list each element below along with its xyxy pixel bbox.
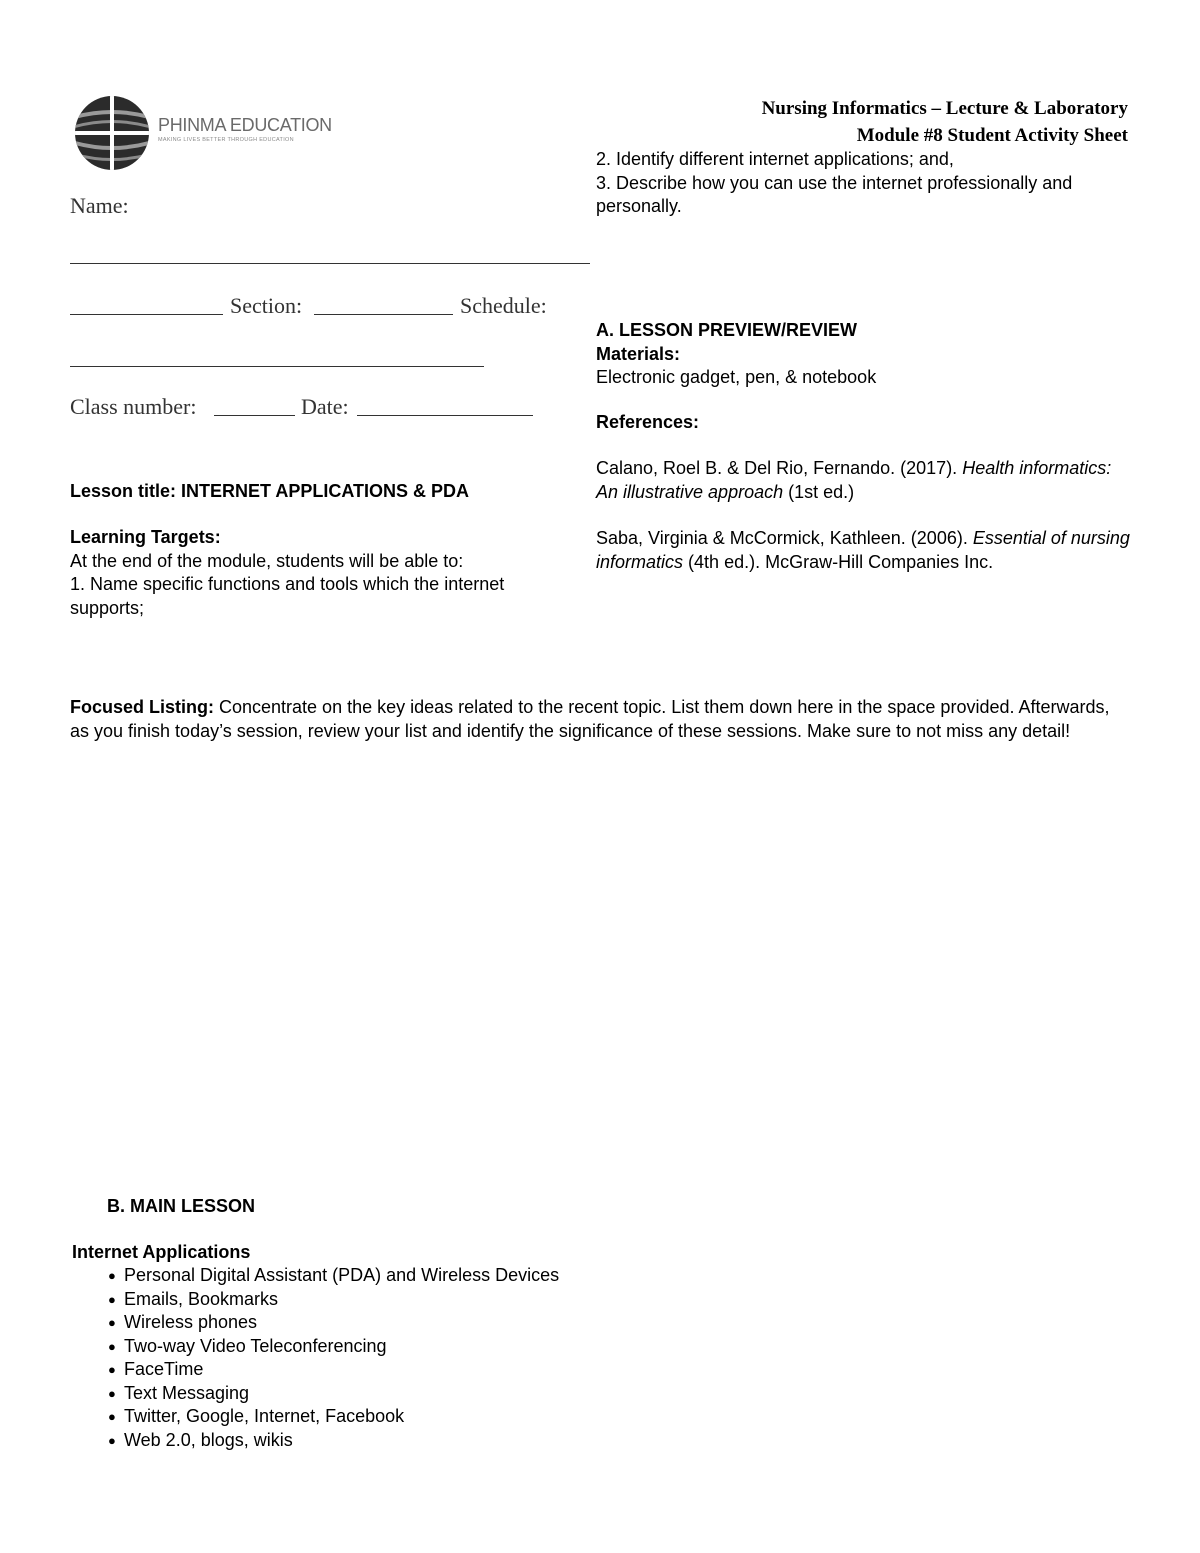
lesson-title-label: Lesson title: — [70, 481, 177, 501]
reference-1 — [596, 457, 1136, 504]
reference-1-authors: Calano, Roel B. & Del Rio, Fernando. (2017). — [596, 458, 958, 478]
list-item: ● Personal Digital Assistant (PDA) and Wireless Devices — [108, 1264, 708, 1288]
class-number-field-line[interactable] — [214, 415, 295, 416]
learning-target-2: 2. Identify different internet applications; and, — [596, 149, 954, 169]
logo-wordmark: PHINMA EDUCATION — [158, 115, 332, 135]
materials-label: Materials: — [596, 343, 681, 364]
document-header — [762, 95, 1128, 149]
focused-listing-text: Concentrate on the key ideas related to the recent topic. List them down here in the space provided. Afterwards, as you finish today’s session, review your list and identify the significance of these sessions. Make sure to not miss any detail! — [70, 697, 1110, 741]
internet-applications-list — [108, 1264, 708, 1452]
internet-applications-heading: Internet Applications — [72, 1242, 251, 1262]
list-item: ● Wireless phones — [108, 1311, 708, 1335]
reference-2-title: Essential of nursing informatics — [596, 528, 1130, 572]
module-title: Module #8 Student Activity Sheet — [856, 125, 1128, 146]
schedule-label: Schedule: — [460, 293, 547, 318]
section-field-line[interactable] — [314, 314, 453, 315]
section-label: Section: — [230, 293, 303, 318]
lesson-title — [70, 480, 560, 504]
list-item: ● Text Messaging — [108, 1382, 708, 1406]
materials-value: Electronic gadget, pen, & notebook — [596, 367, 877, 387]
list-item: ● Web 2.0, blogs, wikis — [108, 1429, 708, 1453]
learning-target-1: 1. Name specific functions and tools which the internet supports; — [70, 574, 505, 618]
date-field-line[interactable] — [357, 415, 533, 416]
focused-listing-label: Focused Listing: — [70, 697, 214, 717]
learning-targets-heading: Learning Targets: — [70, 527, 221, 547]
reference-2 — [596, 527, 1136, 574]
schedule-field-line[interactable] — [70, 366, 484, 367]
list-item: ● FaceTime — [108, 1358, 708, 1382]
reference-1-title: Health informatics: An illustrative approach — [596, 458, 1112, 502]
learning-targets — [70, 526, 560, 620]
lesson-preview-heading: A. LESSON PREVIEW/REVIEW — [596, 320, 858, 340]
reference-2-edition: (4th ed.). McGraw-Hill Companies Inc. — [688, 551, 994, 572]
reference-1-edition: (1st ed.) — [788, 481, 855, 502]
references-label: References: — [596, 411, 700, 432]
learning-target-3: 3. Describe how you can use the internet professionally and personally. — [596, 172, 1073, 216]
date-label: Date: — [301, 394, 349, 419]
learning-targets-intro: At the end of the module, students will be able to: — [70, 550, 464, 571]
focused-listing — [70, 696, 1132, 743]
name-field-line[interactable] — [70, 263, 590, 264]
class-number-label: Class number: — [70, 394, 197, 419]
reference-2-authors: Saba, Virginia & McCormick, Kathleen. (2006). — [596, 528, 968, 548]
main-lesson-heading: B. MAIN LESSON — [107, 1196, 256, 1216]
name-field-line-continued[interactable] — [70, 314, 223, 315]
list-item: ● Twitter, Google, Internet, Facebook — [108, 1405, 708, 1429]
course-title: Nursing Informatics – Lecture & Laboratory — [761, 98, 1128, 119]
logo-tagline: MAKING LIVES BETTER THROUGH EDUCATION — [158, 137, 294, 143]
list-item: ● Emails, Bookmarks — [108, 1288, 708, 1312]
lesson-preview-section — [596, 319, 1136, 574]
lesson-title-value: INTERNET APPLICATIONS & PDA — [181, 481, 470, 501]
learning-targets-continued — [596, 148, 1136, 219]
name-label: Name: — [70, 193, 129, 218]
list-item: ● Two-way Video Teleconferencing — [108, 1335, 708, 1359]
